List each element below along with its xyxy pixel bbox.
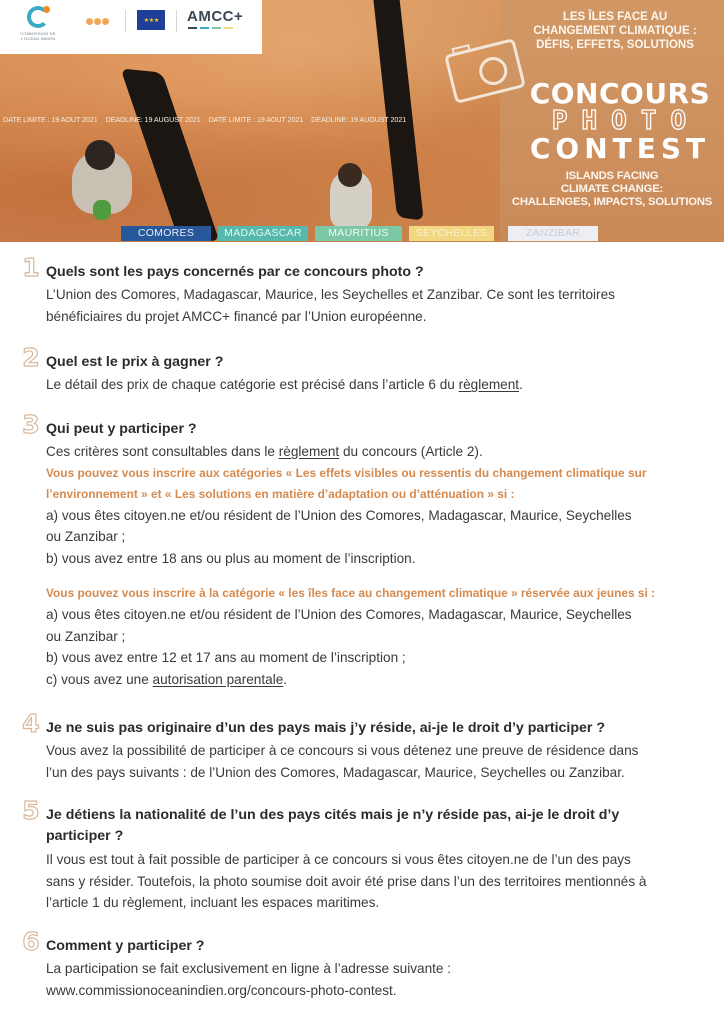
amcc-color-bars [188, 27, 233, 29]
answer-text: Il vous est tout à fait possible de participer à ce concours si vous êtes citoyen.ne de l’un des pays sans y résider. Toutefois, la photo soumise doit avoir été prise dans l’un des territoires mentionnés à l’article 1 du règlement, incluant les espaces maritimes. [46, 852, 647, 910]
deadline-strip [3, 115, 498, 124]
amcc-bar [188, 27, 197, 29]
deadline-text: DATE LIMITE : 19 AOUT 2021 [208, 115, 304, 124]
country-badge-zanzibar: ZANZIBAR [508, 226, 598, 241]
photo-child-left-head [85, 140, 115, 170]
coi-swirl-icon [27, 6, 49, 28]
country-badge-comores: COMORES [121, 226, 211, 241]
number-6-icon: 6 [22, 927, 40, 956]
question-title: Qui peut y participer ? [46, 421, 197, 437]
criteria-item: b) vous avez entre 12 et 17 ans au moment de l’inscription ; [46, 650, 406, 665]
question-title: Je ne suis pas originaire d’un des pays mais j’y réside, ai-je le droit d’y participer ? [46, 720, 606, 736]
participation-url[interactable]: www.commissionoceanindien.org/concours-photo-contest. [46, 982, 397, 998]
question-title: Quel est le prix à gagner ? [46, 354, 224, 370]
amcc-bar [212, 27, 221, 29]
hero-title-english: ISLANDS FACING CLIMATE CHANGE: CHALLENGES, IMPACTS, SOLUTIONS [511, 170, 713, 208]
question-title: Comment y participer ? [46, 938, 205, 954]
photo-shadow-right [372, 0, 423, 221]
answer-text: Ces critères sont consultables dans le règlement du concours (Article 2). Vous pouvez vous inscrire aux catégories « Les effets visibles ou ressentis du changement climatique sur l’environnement » et « Les solutions en matière d’adaptation ou d’atténuation » si : a) vous êtes citoyen.ne et/ou résident de l’Union des Comores, Madagascar, Maurice, Seychelles ou Zanzibar ; b) vous avez entre 18 ans ou plus au moment de l’inscription. Vous pouvez vous inscrire à la catégorie « les îles face au changement climatique » réservée aux jeunes si : a) vous êtes citoyen.ne et/ou résident de l’Union des Comores, Madagascar, Maurice, Seychelles ou Zanzibar ; b) vous avez entre 12 et 17 ans au moment de l’inscription ; c) vous avez une autorisation parentale. [46, 441, 716, 690]
number-1-icon: 1 [22, 253, 40, 282]
answer-text: La participation se fait exclusivement en ligne à l’adresse suivante : www.commissionoceanindien.org/concours-photo-contest. [46, 958, 716, 1001]
spacer [46, 569, 716, 583]
coi-logo [14, 6, 62, 50]
country-bar [121, 226, 598, 241]
answer-text: L’Union des Comores, Madagascar, Maurice, les Seychelles et Zanzibar. Ce sont les territoires bénéficiaires du projet AMCC+ financé par l’Union européenne. [46, 287, 615, 324]
eu-flag-icon: ★ ★ ★ [137, 10, 165, 30]
coo-logo-icon [86, 10, 112, 30]
logo-divider [125, 10, 126, 32]
amcc-bar [224, 27, 233, 29]
eligibility-heading-youth: Vous pouvez vous inscrire à la catégorie « les îles face au changement climatique » réservée aux jeunes si : [46, 586, 656, 600]
hero-title-french: LES ÎLES FACE AU CHANGEMENT CLIMATIQUE : DÉFIS, EFFETS, SOLUTIONS [533, 11, 697, 51]
question-title: Je détiens la nationalité de l’un des pays cités mais je n’y réside pas, ai-je le droit d’y participer ? [46, 807, 620, 844]
partner-logos [0, 0, 262, 54]
criteria-item: c) vous avez une autorisation parentale. [46, 671, 288, 687]
country-badge-madagascar: MADAGASCAR [218, 226, 308, 241]
eligibility-heading-adult: Vous pouvez vous inscrire aux catégories « Les effets visibles ou ressentis du changement climatique sur [46, 465, 647, 480]
deadline-text: DATE LIMITE : 19 AOUT 2021 [3, 115, 98, 124]
number-3-icon: 3 [22, 410, 40, 439]
parental-authorization-link[interactable]: autorisation parentale [152, 671, 284, 687]
contest-title-concours: CONCOURS [529, 77, 711, 110]
coi-name: COMMISSION DE L'OCÉAN INDIEN [20, 31, 56, 41]
photo-child-right-head [338, 163, 362, 187]
reglement-link[interactable]: règlement [278, 444, 340, 459]
contest-title-photo: PHOTO [551, 106, 701, 136]
country-badge-mauritius: MAURITIUS [315, 226, 402, 241]
question-title: Quels sont les pays concernés par ce concours photo ? [46, 264, 424, 280]
amcc-bar [200, 27, 209, 29]
hero-banner [0, 0, 724, 242]
photo-shadow-left [120, 68, 219, 241]
deadline-text: DEADLINE: 19 AUGUST 2021 [311, 115, 407, 124]
photo-leaves [93, 200, 111, 220]
amcc-logo: AMCC+ [187, 8, 244, 25]
reglement-link[interactable]: règlement [458, 377, 520, 392]
answer-text: Le détail des prix de chaque catégorie est précisé dans l’article 6 du règlement. [46, 377, 523, 392]
logo-divider [176, 10, 177, 32]
contest-title [520, 77, 720, 165]
criteria-item: a) vous êtes citoyen.ne et/ou résident de l’Union des Comores, Madagascar, Maurice, Seychelles [46, 507, 632, 523]
deadline-text: DEADLINE: 19 AUGUST 2021 [105, 115, 201, 124]
contest-title-contest: CONTEST [529, 132, 711, 165]
eligibility-heading-adult: l’environnement » et « Les solutions en matière d’adaptation ou d’atténuation » si : [46, 486, 515, 501]
number-5-icon: 5 [22, 796, 40, 825]
criteria-item: ou Zanzibar ; [46, 529, 126, 544]
criteria-item: b) vous avez entre 18 ans ou plus au moment de l’inscription. [46, 550, 416, 566]
answer-text: Vous avez la possibilité de participer à ce concours si vous détenez une preuve de résidence dans l’un des pays suivants : de l’Union des Comores, Madagascar, Maurice, Seychelles ou Zanzibar. [46, 743, 639, 780]
number-4-icon: 4 [22, 709, 40, 738]
number-2-icon: 2 [22, 343, 40, 372]
criteria-item: ou Zanzibar ; [46, 628, 126, 644]
criteria-item: a) vous êtes citoyen.ne et/ou résident de l’Union des Comores, Madagascar, Maurice, Seychelles [46, 607, 632, 622]
country-badge-seychelles: SEYCHELLES [409, 226, 494, 241]
